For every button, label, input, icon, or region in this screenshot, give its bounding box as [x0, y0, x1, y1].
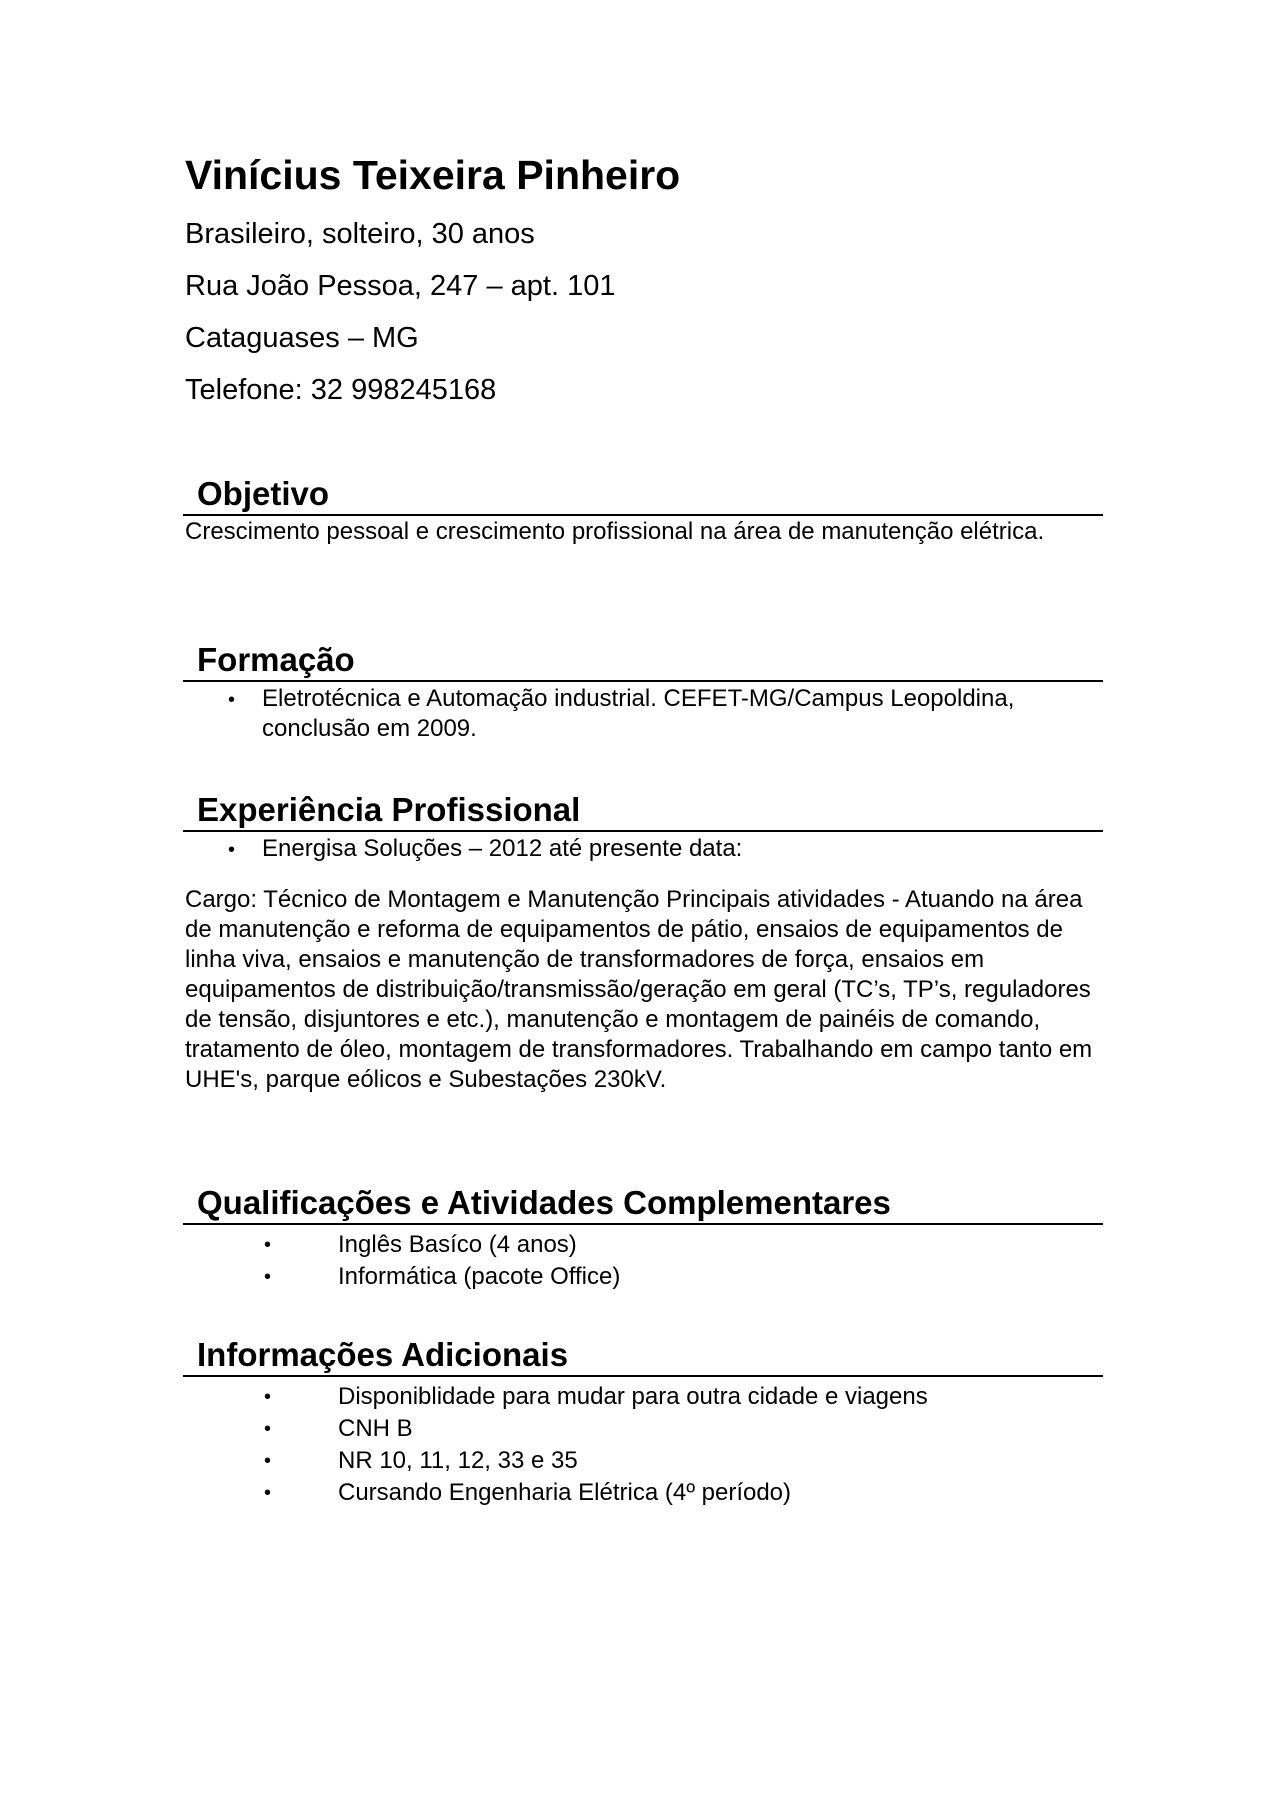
bullet-icon: • [264, 1234, 272, 1256]
list-item [264, 1413, 1108, 1445]
bullet-icon: • [228, 689, 236, 711]
experiencia-description: Cargo: Técnico de Montagem e Manutenção Principais atividades - Atuando na área de manutenção e reforma de equipamentos de pátio, ensaios de equipamentos de linha viva, ensaios e manutenção de transformadores de força, ensaios em equipamentos de distribuição/transmissão/geração em geral (TC’s, TP’s, reguladores de tensão, disjuntores e etc.), manutenção e montagem de painéis de comando, tratamento de óleo, montagem de transformadores. Trabalhando em campo tanto em UHE's, parque eólicos e Subestações 230kV. [185, 886, 1093, 1093]
list-item-text: Inglês Basíco (4 anos) [338, 1231, 577, 1258]
bullet-icon: • [264, 1266, 272, 1288]
experiencia-list [228, 834, 1107, 864]
section-title-formacao: Formação [183, 640, 1103, 682]
list-item-text: Disponiblidade para mudar para outra cidade e viagens [338, 1383, 928, 1410]
objetivo-text: Crescimento pessoal e crescimento profissional na área de manutenção elétrica. [185, 518, 1045, 545]
formacao-list [228, 684, 1107, 744]
list-item [264, 1477, 1108, 1509]
list-item-text: Cursando Engenharia Elétrica (4º período) [338, 1479, 792, 1506]
list-item [264, 1445, 1108, 1477]
personal-info: Brasileiro, solteiro, 30 anos [185, 218, 535, 250]
phone: Telefone: 32 998245168 [185, 374, 497, 406]
bullet-icon: • [264, 1482, 272, 1504]
bullet-icon: • [264, 1450, 272, 1472]
section-title-informacoes: Informações Adicionais [183, 1335, 1103, 1377]
list-item [228, 834, 1107, 864]
address: Rua João Pessoa, 247 – apt. 101 [185, 270, 616, 302]
section-title-objetivo: Objetivo [183, 474, 1103, 516]
list-item-text: Eletrotécnica e Automação industrial. CEFET-MG/Campus Leopoldina, conclusão em 2009. [262, 685, 1015, 742]
list-item-text: NR 10, 11, 12, 33 e 35 [338, 1447, 578, 1474]
candidate-name: Vinícius Teixeira Pinheiro [185, 152, 681, 198]
bullet-icon: • [264, 1386, 272, 1408]
list-item-text: CNH B [338, 1415, 413, 1442]
city: Cataguases – MG [185, 322, 419, 354]
bullet-icon: • [228, 839, 236, 861]
list-item [228, 684, 1107, 744]
section-title-qualificacoes: Qualificações e Atividades Complementares [183, 1183, 1103, 1225]
list-item-text: Energisa Soluções – 2012 até presente data: [262, 835, 743, 862]
qualificacoes-list [264, 1229, 1108, 1293]
bullet-icon: • [264, 1418, 272, 1440]
section-title-experiencia: Experiência Profissional [183, 790, 1103, 832]
informacoes-list [264, 1381, 1108, 1509]
list-item [264, 1381, 1108, 1413]
list-item-text: Informática (pacote Office) [338, 1263, 621, 1290]
list-item [264, 1261, 1108, 1293]
list-item [264, 1229, 1108, 1261]
